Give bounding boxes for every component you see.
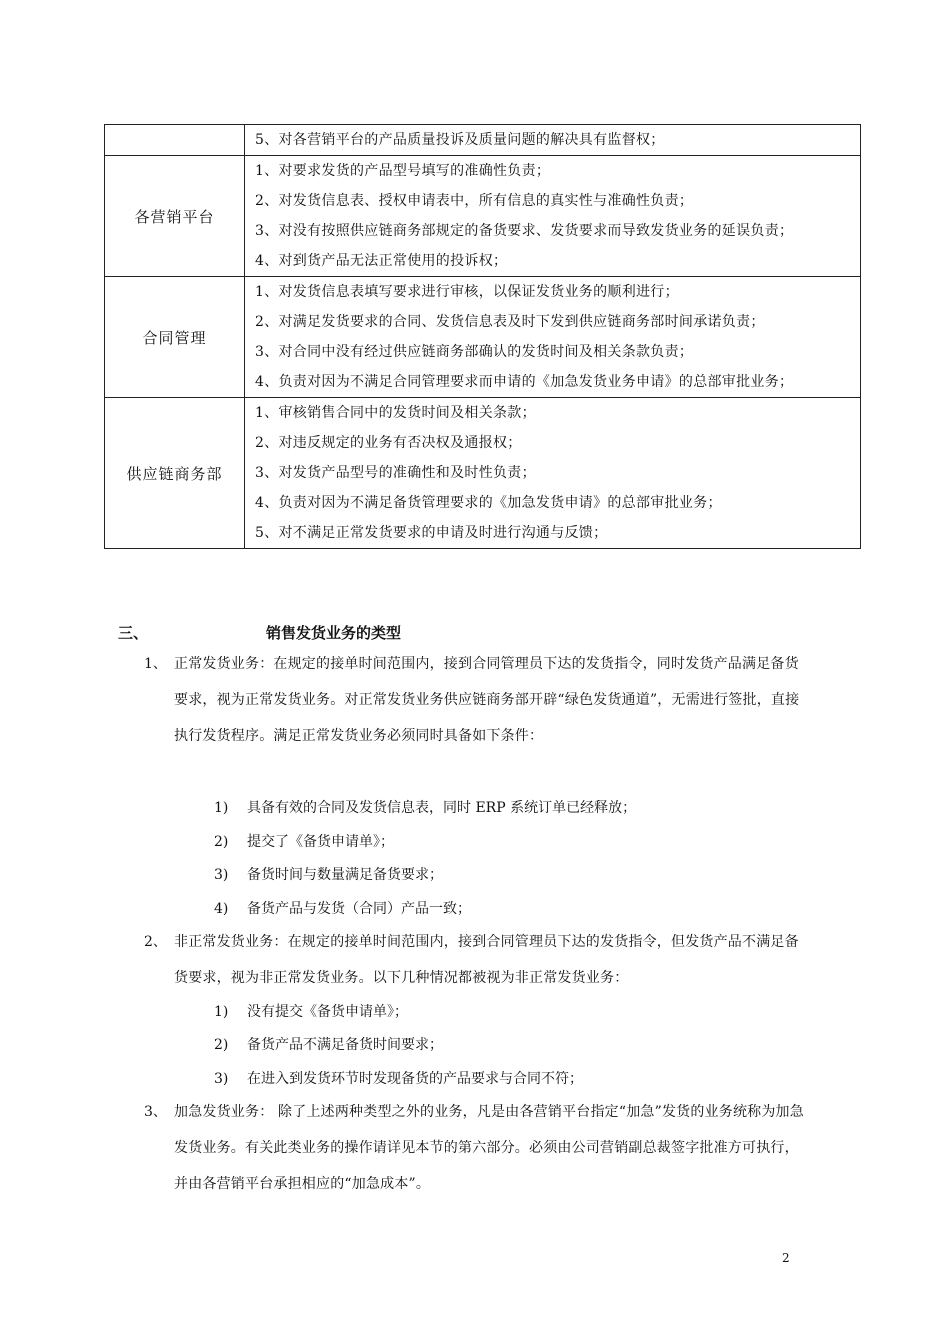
sub-item <box>214 791 636 825</box>
sub-item <box>214 1062 583 1096</box>
duty-line: 2、对发货信息表、授权申请表中，所有信息的真实性与准确性负责； <box>255 193 694 209</box>
table-row <box>105 156 861 277</box>
duty-line: 5、对不满足正常发货要求的申请及时进行沟通与反馈； <box>255 525 608 541</box>
item-text: 非正常发货业务：在规定的接单时间范围内，接到合同管理员下达的发货指令，但发货产品不满足备货要求，视为非正常发货业务。以下几种情况都被视为非正常发货业务： <box>174 934 799 986</box>
duty-line: 2、对违反规定的业务有否决权及通报权； <box>255 435 522 451</box>
duty-line: 2、对满足发货要求的合同、发货信息表及时下发到供应链商务部时间承诺负责； <box>255 314 765 330</box>
item-number: 3、 <box>144 1104 167 1120</box>
table-row <box>105 125 861 156</box>
page-number: 2 <box>782 1251 790 1265</box>
sub-item-number: 3) <box>214 867 229 883</box>
duty-line: 1、审核销售合同中的发货时间及相关条款； <box>255 405 536 421</box>
list-item <box>144 646 804 754</box>
duty-line: 4、负责对因为不满足合同管理要求而申请的《加急发货业务申请》的总部审批业务； <box>255 374 794 390</box>
sub-item <box>214 858 443 892</box>
sub-item-text: 备货时间与数量满足备货要求； <box>247 867 443 883</box>
item-text: 正常发货业务：在规定的接单时间范围内，接到合同管理员下达的发货指令，同时发货产品满足备货要求，视为正常发货业务。对正常发货业务供应链商务部开辟“绿色发货通道”，无需进行签批，直接执行发货程序。满足正常发货业务必须同时具备如下条件： <box>174 656 800 744</box>
table-row <box>105 277 861 398</box>
duty-line: 5、对各营销平台的产品质量投诉及质量问题的解决具有监督权； <box>255 132 665 148</box>
item-text: 加急发货业务： 除了上述两种类型之外的业务，凡是由各营销平台指定“加急”发货的业务统称为加急发货业务。有关此类业务的操作请详见本节的第六部分。必须由公司营销副总裁签字批准方可执行，并由各营销平台承担相应的“加急成本”。 <box>174 1104 804 1192</box>
sub-item-number: 3) <box>214 1071 229 1087</box>
duties-cell <box>245 125 861 156</box>
list-item <box>144 924 804 996</box>
duty-line: 3、对没有按照供应链商务部规定的备货要求、发货要求而导致发货业务的延误负责； <box>255 223 794 239</box>
table-row <box>105 398 861 549</box>
sub-item <box>214 825 394 859</box>
sub-item-text: 提交了《备货申请单》； <box>247 834 394 850</box>
duty-line: 3、对发货产品型号的准确性和及时性负责； <box>255 465 536 481</box>
role-cell: 各营销平台 <box>105 156 245 277</box>
sub-item-text: 备货产品不满足备货时间要求； <box>247 1037 443 1053</box>
duty-line: 4、对到货产品无法正常使用的投诉权； <box>255 253 508 269</box>
sub-item-number: 1) <box>214 1004 229 1020</box>
sub-item-number: 2) <box>214 1037 229 1053</box>
duty-line: 3、对合同中没有经过供应链商务部确认的发货时间及相关条款负责； <box>255 344 694 360</box>
section-title: 销售发货业务的类型 <box>266 624 402 642</box>
item-number: 1、 <box>144 656 167 672</box>
sub-item-text: 没有提交《备货申请单》； <box>247 1004 408 1020</box>
duty-line: 1、对要求发货的产品型号填写的准确性负责； <box>255 163 551 179</box>
sub-item <box>214 1028 443 1062</box>
duties-cell <box>245 277 861 398</box>
role-cell: 供应链商务部 <box>105 398 245 549</box>
duties-cell <box>245 398 861 549</box>
sub-item-number: 2) <box>214 834 229 850</box>
duty-line: 4、负责对因为不满足备货管理要求的《加急发货申请》的总部审批业务； <box>255 495 722 511</box>
sub-item-text: 具备有效的合同及发货信息表，同时 ERP 系统订单已经释放； <box>247 800 637 816</box>
role-cell <box>105 125 245 156</box>
duties-cell <box>245 156 861 277</box>
item-number: 2、 <box>144 934 167 950</box>
duty-line: 1、对发货信息表填写要求进行审核，以保证发货业务的顺利进行； <box>255 284 679 300</box>
sub-item-number: 4) <box>214 901 229 917</box>
list-item <box>144 1094 804 1202</box>
sub-item <box>214 995 408 1029</box>
sub-item-number: 1) <box>214 800 229 816</box>
role-cell: 合同管理 <box>105 277 245 398</box>
responsibility-table <box>104 124 861 549</box>
sub-item <box>214 892 471 926</box>
sub-item-text: 备货产品与发货（合同）产品一致； <box>247 901 471 917</box>
section-number: 三、 <box>118 624 149 642</box>
sub-item-text: 在进入到发货环节时发现备货的产品要求与合同不符； <box>247 1071 583 1087</box>
